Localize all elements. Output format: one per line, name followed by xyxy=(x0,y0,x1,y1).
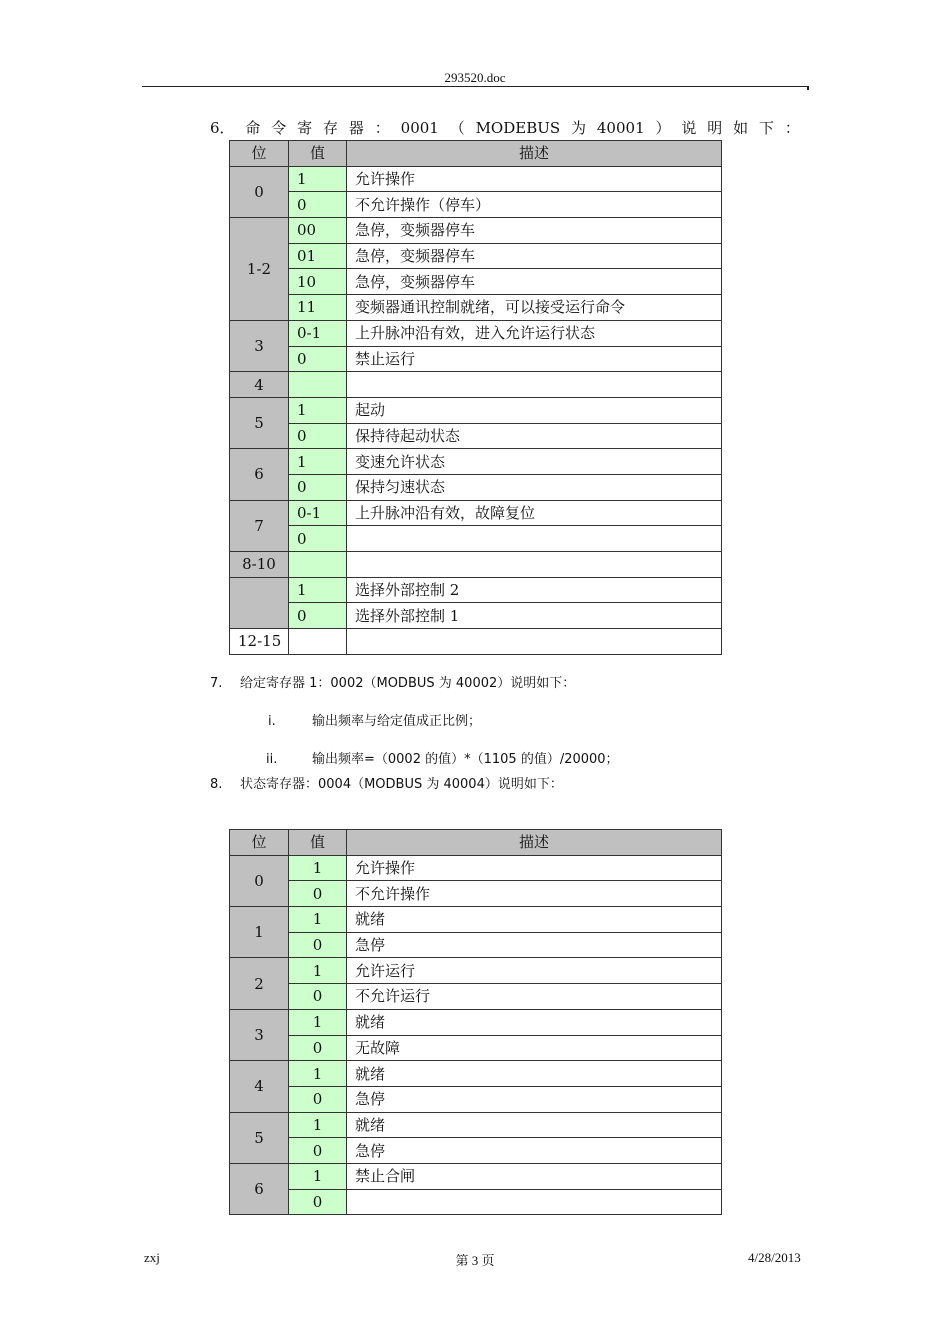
value-cell: 0 xyxy=(289,526,347,552)
header-description: 描述 xyxy=(347,141,722,167)
description-cell xyxy=(347,372,722,398)
table-row xyxy=(230,1061,722,1087)
table-row xyxy=(230,1009,722,1035)
description-cell xyxy=(347,629,722,655)
description-cell: 不允许运行 xyxy=(347,984,722,1010)
description-cell: 允许运行 xyxy=(347,958,722,984)
bit-cell: 6 xyxy=(230,449,289,500)
description-cell: 禁止合闸 xyxy=(347,1163,722,1189)
bit-cell: 0 xyxy=(230,855,289,906)
description-cell: 允许操作 xyxy=(347,166,722,192)
value-cell: 0 xyxy=(289,603,347,629)
value-cell: 01 xyxy=(289,243,347,269)
header-rule xyxy=(142,86,808,87)
description-cell: 上升脉冲沿有效，故障复位 xyxy=(347,500,722,526)
value-cell: 0-1 xyxy=(289,500,347,526)
value-cell: 1 xyxy=(289,855,347,881)
description-cell: 起动 xyxy=(347,397,722,423)
heading-token: （ xyxy=(449,119,465,137)
description-cell: 急停，变频器停车 xyxy=(347,218,722,244)
table-row xyxy=(230,1138,722,1164)
heading-token: 存 xyxy=(323,119,339,137)
bit-cell: 5 xyxy=(230,397,289,448)
bit-cell: 6 xyxy=(230,1163,289,1214)
description-cell: 保持匀速状态 xyxy=(347,474,722,500)
section-8-text: 状态寄存器：0004（MODBUS 为 40004）说明如下： xyxy=(240,777,563,792)
heading-token: 寄 xyxy=(297,119,313,137)
table-row xyxy=(230,552,722,578)
heading-token: 令 xyxy=(271,119,287,137)
description-cell: 就绪 xyxy=(347,1009,722,1035)
table-row xyxy=(230,295,722,321)
description-cell: 变频器通讯控制就绪，可以接受运行命令 xyxy=(347,295,722,321)
bit-cell: 3 xyxy=(230,320,289,371)
value-cell: 1 xyxy=(289,577,347,603)
description-cell: 急停 xyxy=(347,1138,722,1164)
table-row xyxy=(230,629,722,655)
bit-cell: 1 xyxy=(230,907,289,958)
description-cell xyxy=(347,526,722,552)
heading-token: ： xyxy=(374,119,390,137)
description-cell: 上升脉冲沿有效，进入允许运行状态 xyxy=(347,320,722,346)
table-row xyxy=(230,218,722,244)
description-cell xyxy=(347,1189,722,1215)
description-cell: 急停，变频器停车 xyxy=(347,243,722,269)
description-cell: 急停 xyxy=(347,932,722,958)
bit-cell: 0 xyxy=(230,166,289,217)
description-cell: 不允许操作（停车） xyxy=(347,192,722,218)
heading-token: 如 xyxy=(733,119,749,137)
value-cell: 1 xyxy=(289,958,347,984)
table-header-row xyxy=(230,830,722,856)
heading-token: ） xyxy=(655,119,671,137)
heading-token: 6． xyxy=(210,119,235,137)
description-cell: 允许操作 xyxy=(347,855,722,881)
value-cell: 1 xyxy=(289,1163,347,1189)
table-row xyxy=(230,881,722,907)
value-cell: 1 xyxy=(289,907,347,933)
table-row xyxy=(230,577,722,603)
header-value: 值 xyxy=(289,141,347,167)
section-6-heading xyxy=(210,118,800,138)
section-7-heading xyxy=(210,672,575,691)
description-cell: 就绪 xyxy=(347,907,722,933)
value-cell: 1 xyxy=(289,1061,347,1087)
header-rule-tick xyxy=(807,86,809,90)
table-row xyxy=(230,855,722,881)
table-header-row xyxy=(230,141,722,167)
bit-cell: 3 xyxy=(230,1009,289,1060)
heading-token: MODEBUS xyxy=(475,119,561,137)
table-row xyxy=(230,192,722,218)
value-cell: 0 xyxy=(289,984,347,1010)
description-cell: 急停，变频器停车 xyxy=(347,269,722,295)
value-cell: 1 xyxy=(289,166,347,192)
heading-token: 40001 xyxy=(596,119,645,137)
table-row xyxy=(230,243,722,269)
header-description: 描述 xyxy=(347,830,722,856)
header-bit: 位 xyxy=(230,830,289,856)
heading-token: ： xyxy=(784,119,800,137)
value-cell: 0-1 xyxy=(289,320,347,346)
section-7-text: 给定寄存器 1：0002（MODBUS 为 40002）说明如下： xyxy=(240,676,576,691)
document-filename: 293520.doc xyxy=(444,70,506,85)
heading-token: 器 xyxy=(348,119,364,137)
footer-date: 4/28/2013 xyxy=(748,1250,801,1265)
description-cell: 就绪 xyxy=(347,1112,722,1138)
value-cell: 0 xyxy=(289,423,347,449)
value-cell: 0 xyxy=(289,1189,347,1215)
heading-token: 下 xyxy=(758,119,774,137)
table-row xyxy=(230,1163,722,1189)
value-cell: 0 xyxy=(289,1086,347,1112)
table-row xyxy=(230,958,722,984)
value-cell: 1 xyxy=(289,397,347,423)
table-row xyxy=(230,166,722,192)
description-cell: 禁止运行 xyxy=(347,346,722,372)
bit-cell: 7 xyxy=(230,500,289,551)
description-cell: 选择外部控制 2 xyxy=(347,577,722,603)
table-row xyxy=(230,984,722,1010)
value-cell: 0 xyxy=(289,346,347,372)
value-cell: 11 xyxy=(289,295,347,321)
table-row xyxy=(230,603,722,629)
table-row xyxy=(230,372,722,398)
table-row xyxy=(230,1112,722,1138)
heading-token: 0001 xyxy=(400,119,439,137)
list-item-i xyxy=(268,710,481,729)
value-cell: 10 xyxy=(289,269,347,295)
header-bit: 位 xyxy=(230,141,289,167)
value-cell: 0 xyxy=(289,932,347,958)
heading-token: 明 xyxy=(707,119,723,137)
value-cell: 1 xyxy=(289,1009,347,1035)
bit-cell: 4 xyxy=(230,372,289,398)
bit-cell: 12-15 xyxy=(230,629,289,655)
value-cell: 00 xyxy=(289,218,347,244)
list-item-number: i. xyxy=(268,714,276,729)
table-row xyxy=(230,449,722,475)
status-register-table xyxy=(229,829,722,1215)
value-cell: 1 xyxy=(289,1112,347,1138)
value-cell: 0 xyxy=(289,881,347,907)
table-row xyxy=(230,907,722,933)
description-cell xyxy=(347,552,722,578)
list-item-text: 输出频率与给定值成正比例； xyxy=(312,714,482,729)
heading-token: 说 xyxy=(681,119,697,137)
bit-cell: 4 xyxy=(230,1061,289,1112)
table-row xyxy=(230,269,722,295)
table-row xyxy=(230,423,722,449)
footer-author: zxj xyxy=(144,1250,160,1265)
description-cell: 变速允许状态 xyxy=(347,449,722,475)
value-cell xyxy=(289,372,347,398)
command-register-table xyxy=(229,140,722,655)
bit-cell: 8-10 xyxy=(230,552,289,578)
value-cell: 0 xyxy=(289,474,347,500)
bit-cell: 5 xyxy=(230,1112,289,1163)
list-item-ii xyxy=(266,748,619,767)
header-value: 值 xyxy=(289,830,347,856)
description-cell: 选择外部控制 1 xyxy=(347,603,722,629)
section-8-number: 8. xyxy=(210,777,223,792)
description-cell: 保持待起动状态 xyxy=(347,423,722,449)
description-cell: 急停 xyxy=(347,1086,722,1112)
bit-cell: 2 xyxy=(230,958,289,1009)
list-item-number: ii. xyxy=(266,752,278,767)
description-cell: 不允许操作 xyxy=(347,881,722,907)
heading-token: 命 xyxy=(245,119,261,137)
footer-page-number: 第 3 页 xyxy=(455,1253,495,1268)
table-row xyxy=(230,474,722,500)
table-row xyxy=(230,1189,722,1215)
list-item-text: 输出频率=（0002 的值）*（1105 的值）/20000； xyxy=(312,752,619,767)
table-row xyxy=(230,500,722,526)
table-row xyxy=(230,1035,722,1061)
value-cell xyxy=(289,629,347,655)
value-cell: 0 xyxy=(289,1035,347,1061)
bit-cell: 1-2 xyxy=(230,218,289,321)
table-row xyxy=(230,320,722,346)
table-row xyxy=(230,346,722,372)
table-row xyxy=(230,526,722,552)
value-cell xyxy=(289,552,347,578)
bit-cell xyxy=(230,577,289,628)
table-row xyxy=(230,397,722,423)
description-cell: 就绪 xyxy=(347,1061,722,1087)
section-7-number: 7. xyxy=(210,676,223,691)
value-cell: 0 xyxy=(289,192,347,218)
table-row xyxy=(230,1086,722,1112)
section-8-heading xyxy=(210,773,563,792)
heading-token: 为 xyxy=(571,119,587,137)
description-cell: 无故障 xyxy=(347,1035,722,1061)
table-row xyxy=(230,932,722,958)
value-cell: 1 xyxy=(289,449,347,475)
value-cell: 0 xyxy=(289,1138,347,1164)
